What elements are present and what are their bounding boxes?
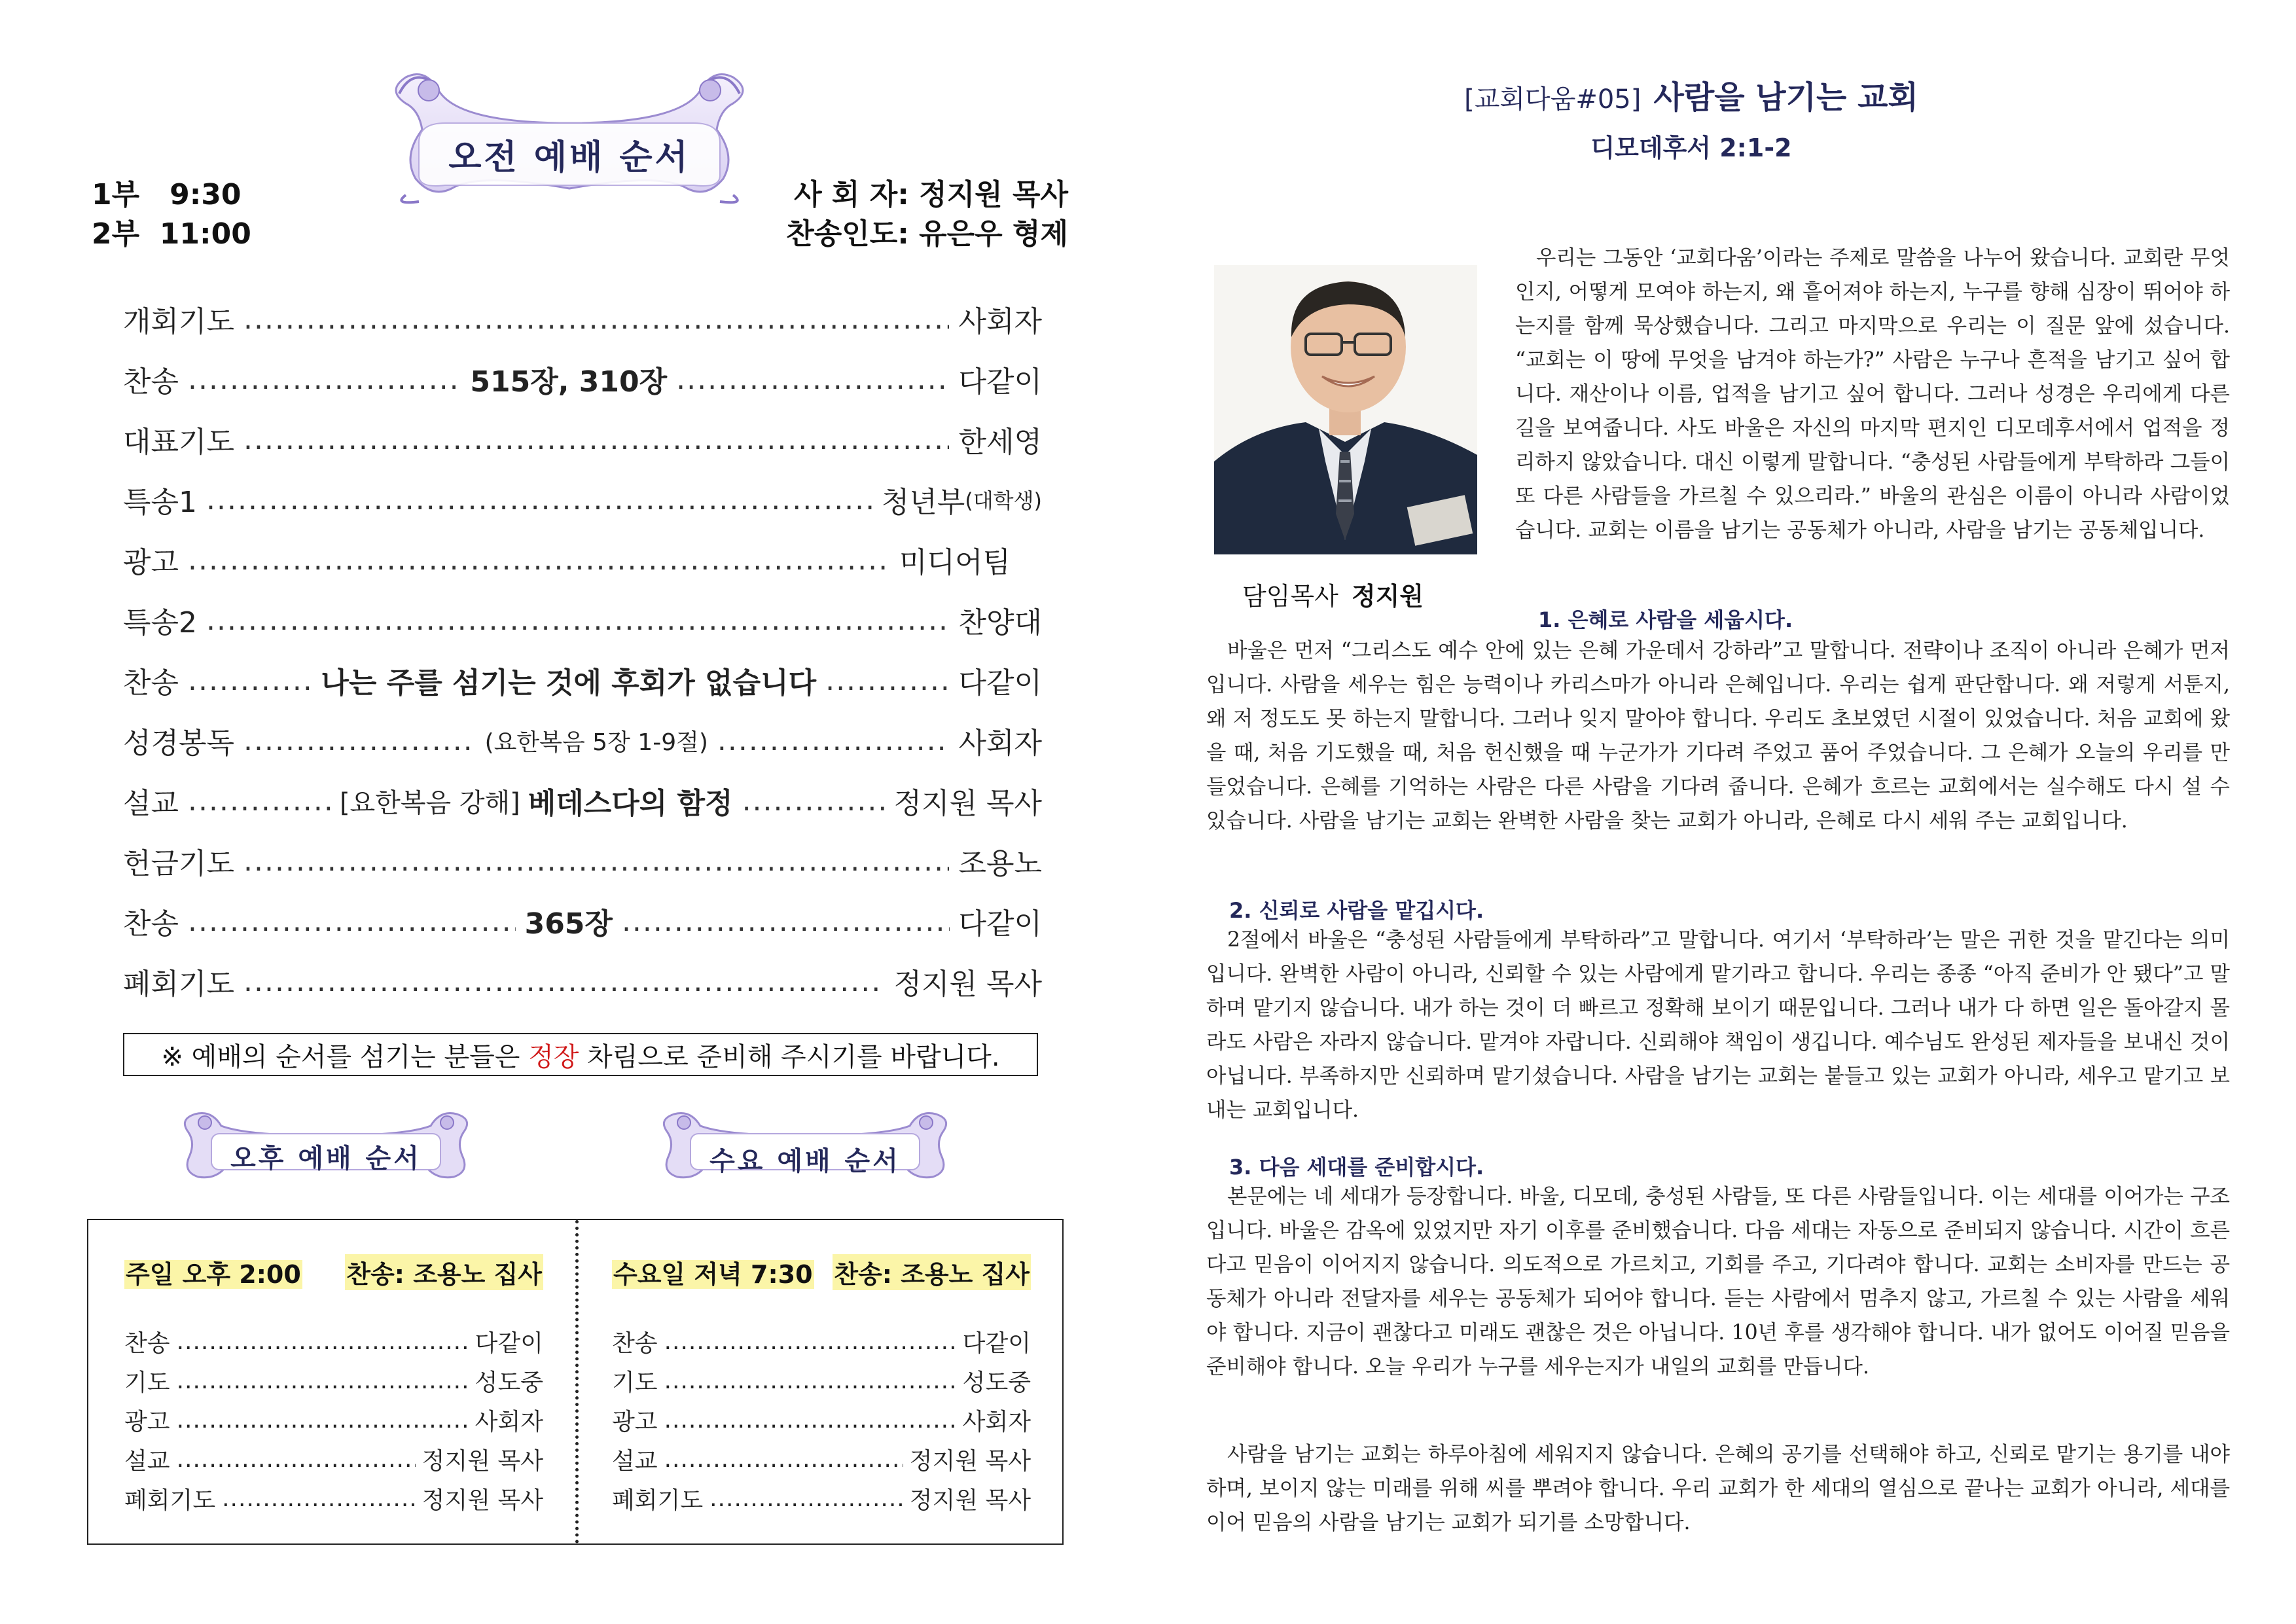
dotted-divider <box>575 1220 579 1543</box>
dot-leader <box>243 724 476 757</box>
worship-item-detail: 365장 <box>524 907 613 941</box>
dot-leader <box>622 905 950 938</box>
worship-item-person: 다같이 <box>958 365 1043 399</box>
worship-item-label: 헌금기도 <box>123 847 235 880</box>
dot-leader <box>177 1367 469 1394</box>
worship-item <box>123 416 1042 462</box>
worship-item-label: 폐회기도 <box>124 1487 216 1514</box>
presider: 사 회 자: 정지원 목사 <box>794 178 1068 211</box>
worship-item-label: 기도 <box>124 1369 170 1396</box>
sermon-heading-1: 1. 은혜로 사람을 세웁시다. <box>1538 607 1793 632</box>
sermon-scripture: 디모데후서 2:1-2 <box>1590 134 1792 162</box>
service-time-1: 1부 9:30 <box>92 178 242 211</box>
pastor-photo <box>1214 265 1477 554</box>
dot-leader <box>664 1446 903 1473</box>
service-time-2: 2부 11:00 <box>92 217 251 251</box>
notice-text-end: 차림으로 준비해 주시기를 바랍니다. <box>579 1041 1000 1072</box>
dot-leader <box>188 363 461 396</box>
dot-leader <box>222 1485 416 1512</box>
dot-leader <box>243 423 949 456</box>
sermon-title-line <box>1152 72 2231 117</box>
worship-item <box>123 537 1011 583</box>
worship-item-label: 대표기도 <box>123 425 235 459</box>
worship-item-detail: (요한복음 5장 1-9절) <box>484 729 708 756</box>
worship-item-label: 기도 <box>612 1369 658 1396</box>
afternoon-leader: 찬송: 조용노 집사 <box>345 1254 543 1290</box>
pastor-photo-image <box>1214 265 1477 554</box>
worship-item-person: 미디어팀 <box>899 546 1011 579</box>
worship-item <box>123 958 1042 1004</box>
worship-item <box>123 717 1042 763</box>
worship-item-label: 설교 <box>124 1447 170 1475</box>
worship-item <box>124 1443 543 1475</box>
dot-leader <box>742 784 885 818</box>
sermon-conclusion: 사람을 남기는 교회는 하루아침에 세워지지 않습니다. 은혜의 공기를 선택해야 하고, 신뢰로 맡기는 용기를 내야하며, 보이지 않는 미래를 위해 씨를 뿌려야 합니다. 우리 교회가 한 세대의 열심으로 끝나는 교회가 아니라, 세대를 이어 믿음의 사람을 남기는 교회가 되기를 소망합니다. <box>1206 1443 2230 1534</box>
wednesday-header <box>612 1254 1031 1289</box>
dress-notice <box>123 1033 1038 1076</box>
worship-item-person-note: (대학생) <box>965 488 1042 513</box>
worship-item-label: 광고 <box>612 1408 658 1435</box>
morning-banner-title: 오전 예배 순서 <box>448 138 691 177</box>
afternoon-service-banner <box>175 1106 476 1183</box>
sermon-heading-2: 2. 신뢰로 사람을 맡깁시다. <box>1229 898 1484 923</box>
dot-leader <box>709 1485 903 1512</box>
sermon-point-2: 2절에서 바울은 “충성된 사람들에게 부탁하라”고 말합니다. 여기서 ‘부탁하라’는 말은 귀한 것을 맡긴다는 의미입니다. 완벽한 사람이 아니라, 신뢰할 수 있는 사람에게 맡기라고 합니다. 우리는 종종 “아직 준비가 안 됐다”고 말하며 맡기지 않습니다. 내가 하는 것이 더 빠르고 정확해 보이기 때문입니다. 그러나 내가 다 하면 일은 돌아갈지 몰라도 사람은 자라지 않습니다. 맡겨야 자랍니다. 신뢰해야 책임이 생깁니다. 예수님도 완성된 제자들을 보내신 것이 아닙니다. 부족하지만 신뢰하며 맡기셨습니다. 사람을 남기는 교회는 붙들고 있는 교회가 아니라, 세우고 맡기고 보내는 교회입니다. <box>1206 928 2230 1122</box>
worship-item-person: 성도중 <box>475 1369 543 1396</box>
afternoon-banner-title: 오후 예배 순서 <box>230 1144 422 1174</box>
worship-item-label: 찬송 <box>123 666 179 700</box>
dot-leader <box>243 844 949 878</box>
worship-item-person: 정지원 목사 <box>909 1447 1031 1475</box>
sermon-point-3: 본문에는 네 세대가 등장합니다. 바울, 디모데, 충성된 사람들, 또 다른 사람들입니다. 이는 세대를 이어가는 구조입니다. 바울은 감옥에 있었지만 자기 이후를 준비했습니다. 다음 세대는 자동으로 준비되지 않습니다. 시간이 흐른다고 믿음이 이어지지 않습니다. 의도적으로 가르치고, 기회를 주고, 기다려야 합니다. 교회는 소비자를 만드는 공동체가 아니라 전달자를 세우는 공동체가 되어야 합니다. 듣는 사람에서 멈추지 않고, 가르칠 수 있는 사람을 세워야 합니다. 지금이 괜찮다고 미래도 괜찮은 것은 아닙니다. 10년 후를 생각해야 합니다. 내가 없어도 이어질 믿음을 준비해야 합니다. 오늘 우리가 누구를 세우는지가 내일의 교회를 만듭니다. <box>1206 1185 2230 1379</box>
worship-item <box>123 597 1042 643</box>
dot-leader <box>177 1446 416 1473</box>
afternoon-header <box>124 1254 543 1289</box>
wednesday-time: 수요일 저녁 7:30 <box>613 1260 813 1289</box>
sermon-heading-3: 3. 다음 세대를 준비합시다. <box>1229 1155 1484 1180</box>
dot-leader <box>206 483 872 516</box>
song-leader: 찬송인도: 유은우 형제 <box>786 217 1068 251</box>
worship-item <box>123 296 1042 342</box>
worship-item-label: 특송1 <box>123 486 198 519</box>
worship-item-label: 개회기도 <box>123 305 235 338</box>
pastor-name: 정지원 <box>1351 582 1424 611</box>
worship-item-person: 사회자 <box>475 1408 543 1435</box>
worship-item <box>123 477 1042 522</box>
dot-leader <box>664 1367 956 1394</box>
worship-item-label: 설교 <box>612 1447 658 1475</box>
worship-item-detail: 나는 주를 섬기는 것에 후회가 없습니다 <box>321 666 817 700</box>
worship-item-person: 정지원 목사 <box>422 1447 543 1475</box>
worship-item-label: 성경봉독 <box>123 727 235 760</box>
worship-item <box>123 778 1042 823</box>
worship-item-person: 사회자 <box>962 1408 1031 1435</box>
worship-item-label: 광고 <box>123 546 179 579</box>
afternoon-time: 주일 오후 2:00 <box>126 1260 301 1289</box>
worship-item-label: 찬송 <box>123 907 179 941</box>
worship-item-person: 정지원 목사 <box>893 967 1042 1001</box>
worship-item-label: 폐회기도 <box>612 1487 704 1514</box>
dot-leader <box>177 1328 469 1355</box>
dot-leader <box>664 1407 956 1434</box>
dot-leader <box>825 664 949 697</box>
dot-leader <box>188 664 312 697</box>
morning-service-banner <box>380 64 759 211</box>
worship-item <box>124 1325 543 1358</box>
dot-leader <box>717 724 950 757</box>
worship-item-person: 다같이 <box>962 1329 1031 1357</box>
worship-item-person: 사회자 <box>958 305 1042 338</box>
pastor-caption <box>1242 576 1424 612</box>
dot-leader <box>177 1407 469 1434</box>
notice-text-start: ※ 예배의 순서를 섬기는 분들은 <box>161 1041 529 1072</box>
worship-item-detail: 베데스다의 함정 <box>528 787 733 820</box>
worship-item <box>612 1325 1031 1358</box>
dot-leader <box>676 363 949 396</box>
worship-item <box>123 838 1042 884</box>
worship-item-person: 청년부 <box>881 486 965 519</box>
worship-item-label: 특송2 <box>123 606 198 640</box>
notice-highlight: 정장 <box>528 1041 579 1072</box>
worship-item-person: 사회자 <box>958 727 1042 760</box>
dot-leader <box>188 905 516 938</box>
sermon-series: [교회다움#05] <box>1464 84 1641 115</box>
worship-item-person: 한세영 <box>958 425 1042 459</box>
sermon-point-1: 바울은 먼저 “그리스도 예수 안에 있는 은혜 가운데서 강하라”고 말합니다. 전략이나 조직이 아니라 은혜가 먼저입니다. 사람을 세우는 힘은 능력이나 카리스마가 아니라 은혜입니다. 우리는 쉽게 판단합니다. 왜 저렇게 서툰지, 왜 저 정도도 못 하는지 말합니다. 그러나 잊지 말아야 합니다. 우리도 초보였던 시절이 있었습니다. 처음 교회에 왔을 때, 처음 기도했을 때, 처음 헌신했을 때 누군가가 기다려 주었고 품어 주었습니다. 그 은혜가 오늘의 우리를 만들었습니다. 은혜를 기억하는 사람은 다른 사람을 기다려 줍니다. 은혜가 흐르는 교회에서는 실수해도 다시 설 수 있습니다. 사람을 남기는 교회는 완벽한 사람을 찾는 교회가 아니라, 은혜로 다시 세워 주는 교회입니다. <box>1206 639 2230 833</box>
worship-item-person: 조용노 <box>958 847 1042 880</box>
worship-item-label: 찬송 <box>124 1329 170 1357</box>
sermon-intro: 우리는 그동안 ‘교회다움’이라는 주제로 말씀을 나누어 왔습니다. 교회란 무엇인지, 어떻게 모여야 하는지, 왜 흩어져야 하는지, 누구를 향해 심장이 뛰어야 하는지를 함께 묵상했습니다. 그리고 마지막으로 우리는 이 질문 앞에 섰습니다. “교회는 이 땅에 무엇을 남겨야 하는가?” 사람은 누구나 흔적을 남기고 싶어 합니다. 재산이나 이름, 업적을 남기고 싶어 합니다. 그러나 성경은 우리에게 다른 길을 보여줍니다. 사도 바울은 자신의 마지막 편지인 디모데후서에서 업적을 정리하지 않았습니다. 대신 이렇게 말합니다. “충성된 사람들에게 부탁하라 그들이 또 다른 사람들을 가르칠 수 있으리라.” 바울의 관심은 이름이 아니라 사람이었습니다. 교회는 이름을 남기는 공동체가 아니라, 사람을 남기는 공동체입니다. <box>1515 246 2230 542</box>
worship-item-label: 설교 <box>123 787 179 820</box>
worship-item-person: 정지원 목사 <box>422 1487 543 1514</box>
worship-item-person: 찬양대 <box>958 606 1042 640</box>
wednesday-service-banner <box>655 1106 956 1183</box>
worship-item-person: 다같이 <box>475 1329 543 1357</box>
worship-item-series: [요한복음 강해] <box>339 787 520 818</box>
worship-item <box>124 1482 543 1515</box>
worship-item-person: 다같이 <box>958 666 1042 700</box>
worship-item <box>123 898 1042 944</box>
worship-item-person: 다같이 <box>958 907 1043 941</box>
afternoon-wednesday-box <box>87 1219 1064 1545</box>
dot-leader <box>188 784 331 818</box>
worship-item <box>124 1403 543 1436</box>
worship-item <box>612 1364 1031 1397</box>
dot-leader <box>206 604 949 637</box>
worship-item <box>612 1403 1031 1436</box>
worship-item-person: 정지원 목사 <box>893 787 1042 820</box>
wednesday-leader: 찬송: 조용노 집사 <box>833 1254 1031 1290</box>
worship-item <box>612 1443 1031 1475</box>
worship-item-label: 폐회기도 <box>123 967 235 1001</box>
worship-item <box>123 356 1042 402</box>
dot-leader <box>243 965 884 998</box>
wednesday-banner-title: 수요 예배 순서 <box>709 1146 901 1176</box>
dot-leader <box>188 543 890 577</box>
worship-item <box>123 657 1042 703</box>
worship-item <box>612 1482 1031 1515</box>
worship-item-person: 정지원 목사 <box>909 1487 1031 1514</box>
worship-item-label: 찬송 <box>612 1329 658 1357</box>
worship-item-person: 성도중 <box>962 1369 1031 1396</box>
dot-leader <box>243 302 949 336</box>
worship-item-detail: 515장, 310장 <box>470 365 668 399</box>
sermon-title: 사람을 남기는 교회 <box>1653 79 1918 116</box>
pastor-role: 담임목사 <box>1242 582 1338 611</box>
worship-item-label: 광고 <box>124 1408 170 1435</box>
worship-item-label: 찬송 <box>123 365 179 399</box>
dot-leader <box>664 1328 956 1355</box>
worship-item <box>124 1364 543 1397</box>
